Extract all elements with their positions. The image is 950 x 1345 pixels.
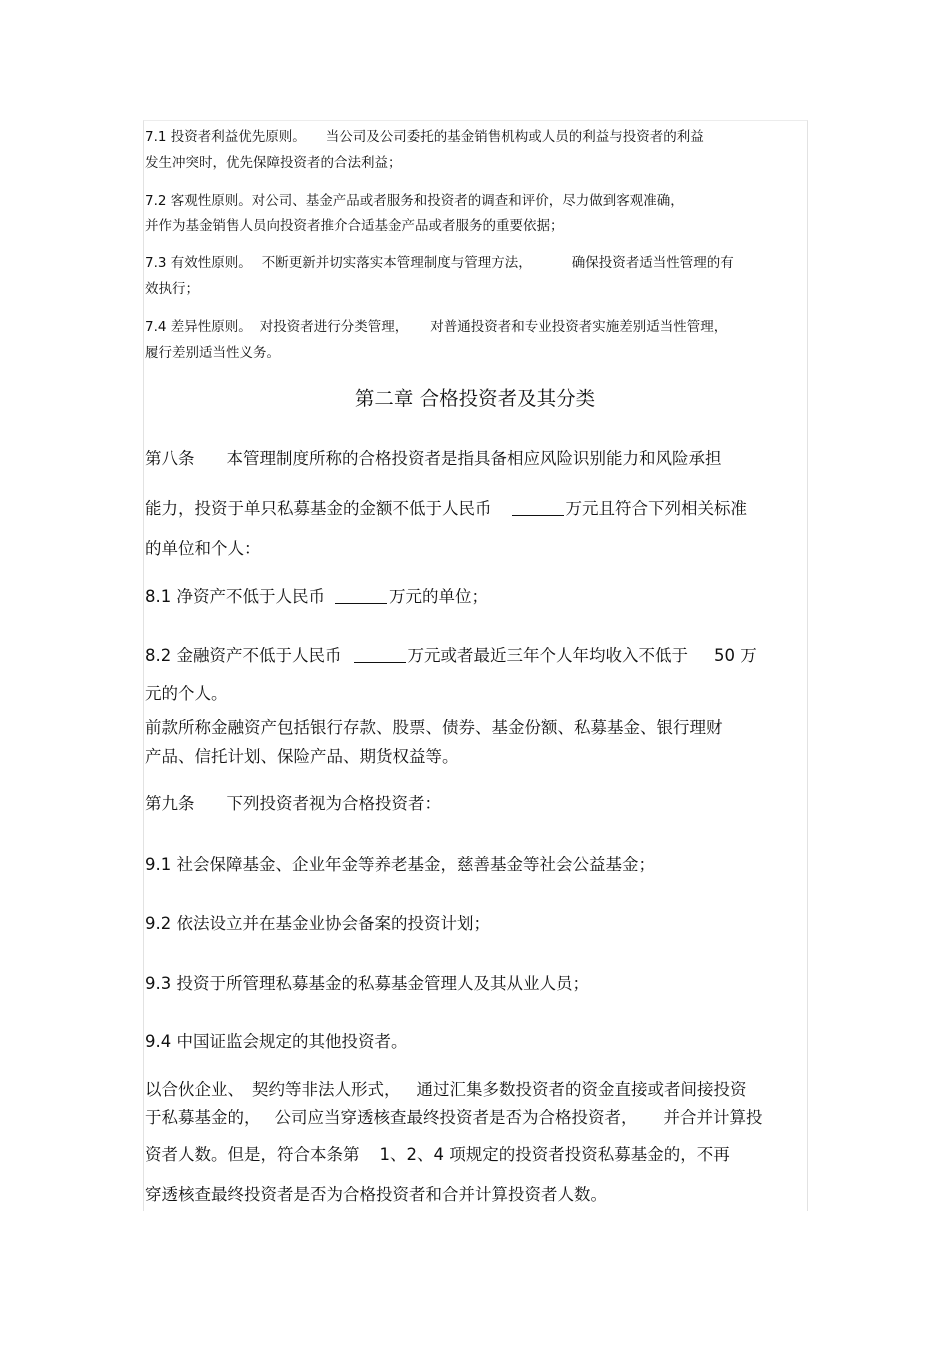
lookthrough-text-c2: 1、2、4 项规定的投资者投资私募基金的，不再 [379,1145,730,1164]
clause-7-1-text: 当公司及公司委托的基金销售机构或人员的利益与投资者的利益 [325,129,704,145]
article-8-line-3: 的单位和个人： [145,539,261,558]
clause-7-3-line-2: 效执行； [145,281,199,297]
clause-9-4: 9.4 中国证监会规定的其他投资者。 [145,1032,408,1051]
clause-7-4-text-b: 对普通投资者和专业投资者实施差别适当性管理， [430,319,728,335]
clause-9-3: 9.3 投资于所管理私募基金的私募基金管理人及其从业人员； [145,974,589,993]
clause-8-2-line-1 [145,642,757,666]
article-8-text-b: 能力，投资于单只私募基金的金额不低于人民币 [145,499,492,518]
lookthrough-text-a2: 契约等非法人形式， [252,1080,401,1099]
lookthrough-text-c1: 资者人数。但是，符合本条第 [145,1145,360,1164]
article-8-label: 第八条 [145,449,195,468]
clause-7-3-line-1 [145,251,734,271]
clause-8-2-text-c: 50 万 [714,646,757,665]
clause-8-2-text-a: 8.2 金融资产不低于人民币 [145,646,342,665]
clause-7-2-line-1: 7.2 客观性原则。对公司、基金产品或者服务和投资者的调查和评价，尽力做到客观准确， [145,193,684,209]
clause-7-2-line-2: 并作为基金销售人员向投资者推介合适基金产品或者服务的重要依据； [145,218,564,234]
article-9-label: 第九条 [145,794,195,813]
clause-7-3-text-a: 不断更新并切实落实本管理制度与管理方法， [261,255,532,271]
clause-9-1: 9.1 社会保障基金、企业年金等养老基金，慈善基金等社会公益基金； [145,855,655,874]
lookthrough-line-1 [145,1076,747,1100]
clause-8-1 [145,583,488,607]
clause-8-2-text-b: 万元或者最近三年个人年均收入不低于 [407,646,688,665]
lookthrough-text-b1: 于私募基金的， [145,1108,261,1127]
clause-7-1-line-2: 发生冲突时，优先保障投资者的合法利益； [145,155,402,171]
lookthrough-line-2 [145,1104,763,1128]
clause-8-1-text-b: 万元的单位； [389,587,488,606]
lookthrough-text-b2: 公司应当穿透核查最终投资者是否为合格投资者， [274,1108,638,1127]
lookthrough-text-a1: 以合伙企业、 [145,1080,244,1099]
clause-7-4-text-a: 对投资者进行分类管理， [259,319,409,335]
clause-9-2: 9.2 依法设立并在基金业协会备案的投资计划； [145,914,490,933]
financial-assets-line-1: 前款所称金融资产包括银行存款、股票、债券、基金份额、私募基金、银行理财 [145,718,723,737]
clause-8-1-text-a: 8.1 净资产不低于人民币 [145,587,325,606]
clause-7-1-title: 7.1 投资者利益优先原则。 [145,129,306,145]
lookthrough-text-b3: 并合并计算投 [663,1108,763,1127]
amount-blank [354,662,406,663]
clause-8-2-line-2: 元的个人。 [145,684,228,703]
clause-7-3-text-b: 确保投资者适当性管理的有 [571,255,734,271]
clause-7-4-line-2: 履行差别适当性义务。 [145,345,280,361]
lookthrough-line-4: 穿透核查最终投资者是否为合格投资者和合并计算投资者人数。 [145,1185,607,1204]
article-9-text: 下列投资者视为合格投资者： [226,794,441,813]
clause-7-1-line-1 [145,125,704,145]
clause-7-4-line-1 [145,315,727,335]
financial-assets-line-2: 产品、信托计划、保险产品、期货权益等。 [145,747,459,766]
clause-7-4-title: 7.4 差异性原则。 [145,319,252,335]
chapter-title: 第二章 合格投资者及其分类 [354,387,596,410]
article-8-line-1 [145,445,722,469]
clause-7-3-title: 7.3 有效性原则。 [145,255,252,271]
article-8-text-c: 万元且符合下列相关标准 [565,499,747,518]
article-8-line-2 [145,495,747,519]
article-9-line-1 [145,790,441,814]
amount-blank [335,603,387,604]
lookthrough-line-3 [145,1141,730,1165]
amount-blank [512,515,564,516]
article-8-text: 本管理制度所称的合格投资者是指具备相应风险识别能力和风险承担 [226,449,722,468]
lookthrough-text-a3: 通过汇集多数投资者的资金直接或者间接投资 [416,1080,747,1099]
